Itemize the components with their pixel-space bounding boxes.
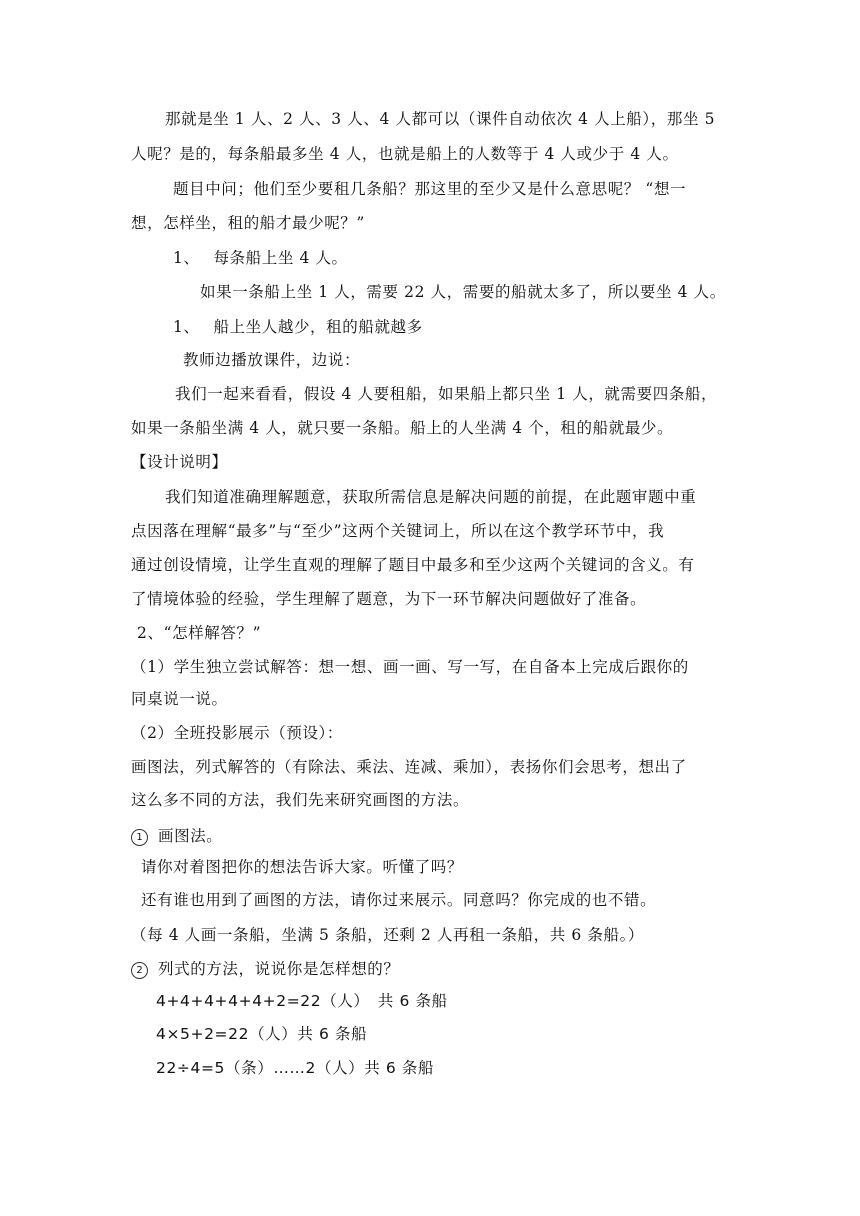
text-line: 请你对着图把你的想法告诉大家。听懂了吗？ <box>141 858 464 876</box>
list-item: 1、 每条船上坐 4 人。 <box>173 249 348 267</box>
list-item <box>131 826 222 846</box>
circled-number-marker: 1 <box>131 829 148 846</box>
text-line: 那就是坐 1 人、2 人、3 人、4 人都可以（课件自动依次 4 人上船），那坐 5 <box>165 110 716 128</box>
text-line: （每 4 人画一条船，坐满 5 条船，还剩 2 人再租一条船，共 6 条船。） <box>131 926 645 944</box>
text-line: 还有谁也用到了画图的方法，请你过来展示。同意吗？你完成的也不错。 <box>141 891 657 909</box>
text-line: 教师边播放课件，边说： <box>183 351 361 369</box>
circled-number-marker: 2 <box>131 962 148 979</box>
text-line: 通过创设情境，让学生直观的理解了题目中最多和至少这两个关键词的含义。有 <box>131 556 695 574</box>
text-line: 这么多不同的方法，我们先来研究画图的方法。 <box>131 791 470 809</box>
text-line: 点因落在理解“最多”与“至少”这两个关键词上，所以在这个教学环节中，我 <box>131 522 665 540</box>
text-line: 如果一条船上坐 1 人，需要 22 人，需要的船就太多了，所以要坐 4 人。 <box>200 283 726 301</box>
text-line: 我们知道准确理解题意，获取所需信息是解决问题的前提，在此题审题中重 <box>165 488 697 506</box>
text-line: 题目中问；他们至少要租几条船？那这里的至少又是什么意思呢？ “想一 <box>173 180 687 198</box>
text-line: 了情境体验的经验，学生理解了题意，为下一环节解决问题做好了准备。 <box>131 590 647 608</box>
text-line: （1）学生独立尝试解答：想一想、画一画、写一写，在自备本上完成后跟你的 <box>131 658 689 676</box>
formula-line: 22÷4=5（条）……2（人）共 6 条船 <box>156 1059 435 1077</box>
list-item-label: 列式的方法，说说你是怎样想的？ <box>158 960 400 978</box>
text-line: 同桌说一说。 <box>131 690 228 708</box>
section-heading: 2、“怎样解答？” <box>137 624 262 642</box>
text-line: 我们一起来看看，假设 4 人要租船，如果船上都只坐 1 人，就需要四条船， <box>175 385 718 403</box>
list-item-label: 画图法。 <box>158 827 223 845</box>
text-line: （2）全班投影展示（预设）： <box>131 724 344 742</box>
text-line: 人呢？是的，每条船最多坐 4 人，也就是船上的人数等于 4 人或少于 4 人。 <box>131 145 679 163</box>
list-item <box>131 959 400 979</box>
list-item: 1、 船上坐人越少，租的船就越多 <box>173 318 423 336</box>
formula-line: 4×5+2=22（人）共 6 条船 <box>156 1025 368 1043</box>
text-line: 画图法，列式解答的（有除法、乘法、连减、乘加），表扬你们会思考，想出了 <box>131 758 687 776</box>
text-line: 如果一条船坐满 4 人，就只要一条船。船上的人坐满 4 个，租的船就最少。 <box>131 419 674 437</box>
section-heading: 【设计说明】 <box>131 453 228 471</box>
text-line: 想，怎样坐，租的船才最少呢？” <box>131 214 365 232</box>
formula-line: 4+4+4+4+4+2=22（人） 共 6 条船 <box>156 992 448 1010</box>
